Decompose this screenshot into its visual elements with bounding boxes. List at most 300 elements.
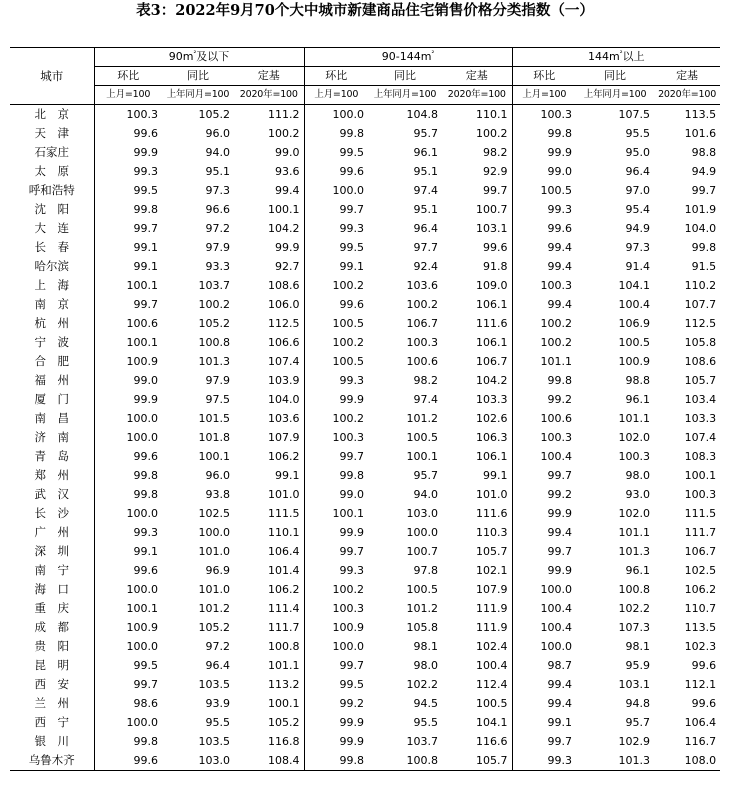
table-row [10, 599, 720, 618]
index-value-mid-fixed-base: 103.3 [442, 390, 512, 409]
index-value-mid-mom: 100.9 [332, 621, 365, 634]
index-value-gt144-yoy: 97.3 [625, 241, 651, 254]
table-row [10, 485, 720, 504]
index-value-gt144-fixed-base: 108.3 [684, 450, 717, 463]
city-name: 西 宁 [10, 713, 94, 732]
table-row [10, 352, 720, 371]
index-value-gt144-fixed-base: 105.8 [684, 336, 717, 349]
city-name: 福 州 [10, 371, 94, 390]
index-value-gt144-fixed-base: 100.1 [684, 469, 717, 482]
city-name: 重 庆 [10, 599, 94, 618]
table-row [10, 200, 720, 219]
table-row [10, 219, 720, 238]
table-row [10, 751, 720, 771]
index-value-le90-yoy: 96.0 [205, 127, 230, 140]
table-row [10, 314, 720, 333]
index-value-le90-mom: 99.8 [133, 203, 158, 216]
index-value-le90-mom: 100.9 [126, 621, 158, 634]
unit-header-mom: 上月=100 [512, 86, 576, 105]
index-value-mid-mom: 100.0 [332, 640, 365, 653]
index-value-gt144-mom: 99.8 [547, 127, 573, 140]
table-header [10, 48, 720, 105]
index-value-gt144-fixed-base: 103.3 [684, 412, 717, 425]
index-value-mid-mom: 99.9 [339, 716, 365, 729]
index-value-mid-mom: 100.2 [332, 412, 365, 425]
index-value-gt144-yoy: 100.3 [618, 450, 651, 463]
index-value-le90-yoy: 105.2 [198, 621, 230, 634]
index-value-gt144-mom: 100.5 [540, 184, 573, 197]
city-name: 贵 阳 [10, 637, 94, 656]
index-value-gt144-yoy: 102.2 [618, 602, 651, 615]
table-row [10, 542, 720, 561]
sub-header-fixed-base: 定基 [234, 67, 304, 86]
city-name: 沈 阳 [10, 200, 94, 219]
index-value-mid-yoy: 100.5 [406, 431, 439, 444]
index-value-gt144-fixed-base: 111.7 [684, 526, 717, 539]
index-value-mid-mom: 99.7 [339, 545, 365, 558]
index-value-gt144-yoy: 95.5 [625, 127, 651, 140]
index-value-mid-fixed-base: 111.9 [442, 599, 512, 618]
index-value-le90-yoy: 103.5 [198, 735, 230, 748]
index-value-gt144-fixed-base: 99.6 [691, 697, 717, 710]
index-value-le90-mom: 99.6 [133, 450, 158, 463]
index-value-le90-yoy: 96.6 [205, 203, 230, 216]
index-value-le90-mom: 99.9 [133, 146, 158, 159]
city-name: 成 都 [10, 618, 94, 637]
index-value-mid-yoy: 98.1 [413, 640, 439, 653]
index-value-gt144-fixed-base: 108.0 [654, 751, 720, 771]
index-value-gt144-yoy: 106.9 [618, 317, 651, 330]
city-name: 太 原 [10, 162, 94, 181]
index-value-le90-yoy: 93.8 [205, 488, 230, 501]
index-value-gt144-yoy: 100.9 [618, 355, 651, 368]
index-value-gt144-yoy: 102.9 [618, 735, 651, 748]
city-name: 青 岛 [10, 447, 94, 466]
index-value-le90-fixed-base: 106.2 [234, 580, 304, 599]
index-value-mid-fixed-base: 102.4 [442, 637, 512, 656]
index-value-mid-yoy: 97.4 [413, 184, 439, 197]
index-value-gt144-mom: 101.1 [540, 355, 573, 368]
index-value-gt144-fixed-base: 106.7 [684, 545, 717, 558]
city-name: 石家庄 [10, 143, 94, 162]
index-value-le90-mom: 99.8 [133, 488, 158, 501]
unit-header-yoy: 上年同月=100 [368, 86, 442, 105]
city-name: 厦 门 [10, 390, 94, 409]
index-value-mid-yoy: 103.0 [406, 507, 439, 520]
index-value-gt144-yoy: 100.8 [618, 583, 651, 596]
index-value-mid-fixed-base: 116.6 [442, 732, 512, 751]
index-value-le90-fixed-base: 99.0 [234, 143, 304, 162]
index-value-gt144-fixed-base: 102.5 [684, 564, 717, 577]
table-row [10, 466, 720, 485]
index-value-gt144-mom: 98.7 [547, 659, 573, 672]
index-value-le90-fixed-base: 103.6 [234, 409, 304, 428]
index-value-mid-fixed-base: 105.7 [442, 751, 512, 771]
index-value-le90-yoy: 93.9 [205, 697, 230, 710]
index-value-le90-yoy: 97.2 [205, 640, 230, 653]
index-value-gt144-yoy: 97.0 [625, 184, 651, 197]
index-value-le90-yoy: 95.1 [205, 165, 230, 178]
index-value-le90-yoy: 101.0 [198, 583, 230, 596]
index-value-mid-yoy: 97.7 [413, 241, 439, 254]
city-name: 大 连 [10, 219, 94, 238]
index-value-gt144-mom: 100.2 [540, 336, 573, 349]
index-value-gt144-fixed-base: 110.7 [684, 602, 717, 615]
index-value-gt144-yoy: 94.8 [625, 697, 651, 710]
index-value-le90-mom: 99.1 [133, 260, 158, 273]
sub-header-yoy: 同比 [368, 67, 442, 86]
unit-header-fixed-base: 2020年=100 [234, 86, 304, 105]
index-value-mid-fixed-base: 106.3 [442, 428, 512, 447]
index-value-le90-fixed-base: 106.6 [234, 333, 304, 352]
index-value-le90-mom: 100.9 [126, 355, 158, 368]
index-value-le90-fixed-base: 100.8 [234, 637, 304, 656]
index-value-mid-fixed-base: 110.1 [442, 105, 512, 125]
index-value-mid-yoy: 100.6 [406, 355, 439, 368]
index-value-mid-mom: 99.1 [339, 260, 365, 273]
index-value-le90-fixed-base: 101.1 [234, 656, 304, 675]
index-value-mid-mom: 100.3 [332, 431, 365, 444]
index-value-le90-fixed-base: 113.2 [234, 675, 304, 694]
city-name: 银 川 [10, 732, 94, 751]
index-value-gt144-fixed-base: 112.1 [684, 678, 717, 691]
index-value-mid-fixed-base: 112.4 [442, 675, 512, 694]
unit-header-fixed-base: 2020年=100 [654, 86, 720, 105]
index-value-gt144-yoy: 94.9 [625, 222, 651, 235]
index-value-gt144-mom: 99.0 [547, 165, 573, 178]
index-value-gt144-fixed-base: 102.3 [684, 640, 717, 653]
city-name: 北 京 [10, 105, 94, 125]
index-value-mid-fixed-base: 109.0 [442, 276, 512, 295]
table-row [10, 447, 720, 466]
index-value-gt144-yoy: 95.9 [625, 659, 651, 672]
index-value-gt144-yoy: 101.1 [618, 412, 651, 425]
index-value-gt144-fixed-base: 94.9 [691, 165, 717, 178]
index-value-gt144-mom: 99.8 [547, 374, 573, 387]
index-value-le90-mom: 100.0 [126, 507, 158, 520]
index-value-mid-yoy: 104.8 [406, 108, 439, 121]
index-value-le90-yoy: 97.9 [205, 374, 230, 387]
index-value-le90-fixed-base: 106.0 [234, 295, 304, 314]
index-value-le90-yoy: 97.2 [205, 222, 230, 235]
index-value-le90-mom: 100.1 [126, 279, 158, 292]
index-value-gt144-mom: 100.4 [540, 621, 573, 634]
table-title: 表3：2022年9月70个大中城市新建商品住宅销售价格分类指数（一） [136, 2, 594, 19]
index-value-gt144-mom: 99.7 [547, 545, 573, 558]
table-row [10, 732, 720, 751]
index-value-le90-fixed-base: 111.4 [234, 599, 304, 618]
index-value-gt144-mom: 99.3 [512, 751, 576, 771]
index-value-le90-yoy: 97.5 [205, 393, 230, 406]
index-value-mid-mom: 100.0 [332, 108, 365, 121]
index-value-mid-fixed-base: 107.9 [442, 580, 512, 599]
city-name: 呼和浩特 [10, 181, 94, 200]
index-value-gt144-fixed-base: 91.5 [691, 260, 717, 273]
index-value-mid-fixed-base: 102.1 [442, 561, 512, 580]
index-value-le90-fixed-base: 101.0 [234, 485, 304, 504]
index-value-gt144-mom: 100.0 [540, 583, 573, 596]
index-value-mid-fixed-base: 103.1 [442, 219, 512, 238]
table-row [10, 390, 720, 409]
index-value-mid-fixed-base: 91.8 [442, 257, 512, 276]
index-value-gt144-mom: 99.4 [547, 241, 573, 254]
city-name: 上 海 [10, 276, 94, 295]
index-value-mid-yoy: 97.8 [413, 564, 439, 577]
index-value-le90-fixed-base: 92.7 [234, 257, 304, 276]
index-value-le90-yoy: 101.8 [198, 431, 230, 444]
index-value-mid-mom: 99.7 [339, 659, 365, 672]
index-value-le90-fixed-base: 116.8 [234, 732, 304, 751]
sub-header-fixed-base: 定基 [654, 67, 720, 86]
index-value-le90-fixed-base: 107.9 [234, 428, 304, 447]
unit-header-mom: 上月=100 [94, 86, 162, 105]
index-value-le90-fixed-base: 111.7 [234, 618, 304, 637]
index-value-gt144-yoy: 98.1 [625, 640, 651, 653]
index-value-mid-mom: 99.5 [339, 678, 365, 691]
index-value-le90-yoy: 94.0 [205, 146, 230, 159]
index-value-le90-mom: 99.0 [133, 374, 158, 387]
table-row [10, 713, 720, 732]
table-row [10, 409, 720, 428]
index-value-gt144-fixed-base: 99.6 [691, 659, 717, 672]
index-value-mid-fixed-base: 111.6 [442, 504, 512, 523]
index-value-gt144-yoy: 101.3 [576, 751, 654, 771]
table-row [10, 561, 720, 580]
index-value-gt144-yoy: 96.1 [625, 393, 651, 406]
index-value-gt144-mom: 99.4 [547, 260, 573, 273]
table-row [10, 143, 720, 162]
table-row [10, 675, 720, 694]
index-value-mid-mom: 99.0 [339, 488, 365, 501]
index-value-le90-mom: 100.0 [126, 412, 158, 425]
index-value-mid-fixed-base: 106.7 [442, 352, 512, 371]
table-row [10, 238, 720, 257]
index-value-gt144-mom: 99.3 [547, 203, 573, 216]
index-value-gt144-fixed-base: 106.2 [684, 583, 717, 596]
index-value-gt144-fixed-base: 107.7 [684, 298, 717, 311]
index-value-gt144-yoy: 98.8 [625, 374, 651, 387]
table-row [10, 276, 720, 295]
index-value-le90-mom: 99.1 [133, 545, 158, 558]
index-value-gt144-yoy: 95.7 [625, 716, 651, 729]
index-value-gt144-fixed-base: 106.4 [684, 716, 717, 729]
index-value-mid-yoy: 97.4 [413, 393, 439, 406]
index-value-mid-yoy: 95.1 [413, 165, 439, 178]
index-value-mid-mom: 99.7 [339, 203, 365, 216]
table-row [10, 504, 720, 523]
sub-header-yoy: 同比 [576, 67, 654, 86]
sub-header-fixed-base: 定基 [442, 67, 512, 86]
index-value-gt144-fixed-base: 101.9 [684, 203, 717, 216]
index-value-gt144-fixed-base: 98.8 [691, 146, 717, 159]
group-header-medium: $90-144m^{^2}$ [304, 48, 512, 67]
index-value-mid-fixed-base: 100.7 [442, 200, 512, 219]
index-value-le90-mom: 99.7 [133, 222, 158, 235]
index-value-le90-yoy: 101.3 [198, 355, 230, 368]
table-row [10, 580, 720, 599]
table-row [10, 637, 720, 656]
index-value-le90-fixed-base: 106.2 [234, 447, 304, 466]
index-value-le90-mom: 100.1 [126, 336, 158, 349]
index-value-le90-mom: 100.0 [126, 640, 158, 653]
index-value-gt144-mom: 99.7 [547, 469, 573, 482]
index-value-le90-fixed-base: 101.4 [234, 561, 304, 580]
index-value-gt144-fixed-base: 107.4 [684, 431, 717, 444]
index-value-mid-fixed-base: 100.2 [442, 124, 512, 143]
index-value-le90-yoy: 100.0 [198, 526, 230, 539]
index-value-mid-yoy: 103.6 [406, 279, 439, 292]
index-value-gt144-mom: 99.4 [547, 298, 573, 311]
city-name: 天 津 [10, 124, 94, 143]
index-value-le90-yoy: 96.4 [205, 659, 230, 672]
index-value-mid-mom: 100.2 [332, 279, 365, 292]
index-value-le90-yoy: 93.3 [205, 260, 230, 273]
city-name: 合 肥 [10, 352, 94, 371]
index-value-gt144-mom: 99.4 [547, 697, 573, 710]
sub-header-yoy: 同比 [162, 67, 234, 86]
index-value-le90-fixed-base: 108.6 [234, 276, 304, 295]
index-value-le90-fixed-base: 99.1 [234, 466, 304, 485]
index-value-mid-fixed-base: 99.1 [442, 466, 512, 485]
table-row [10, 105, 720, 125]
index-value-le90-mom: 100.0 [126, 583, 158, 596]
index-value-le90-mom: 99.1 [133, 241, 158, 254]
table-body [10, 105, 720, 771]
index-value-gt144-yoy: 107.3 [618, 621, 651, 634]
index-value-mid-yoy: 101.2 [406, 602, 439, 615]
index-value-gt144-yoy: 100.4 [618, 298, 651, 311]
index-value-le90-yoy: 101.2 [198, 602, 230, 615]
index-value-mid-mom: 99.3 [339, 222, 365, 235]
unit-header-yoy: 上年同月=100 [576, 86, 654, 105]
index-value-gt144-fixed-base: 108.6 [684, 355, 717, 368]
price-index-table [10, 47, 720, 771]
index-value-mid-mom: 99.6 [339, 298, 365, 311]
index-value-le90-yoy: 97.9 [205, 241, 230, 254]
index-value-mid-yoy: 106.7 [406, 317, 439, 330]
index-value-le90-mom: 99.7 [133, 678, 158, 691]
index-value-le90-mom: 99.7 [133, 298, 158, 311]
index-value-mid-yoy: 98.2 [413, 374, 439, 387]
index-value-le90-mom: 100.0 [126, 716, 158, 729]
index-value-le90-fixed-base: 100.1 [234, 694, 304, 713]
index-value-gt144-mom: 99.2 [547, 488, 573, 501]
group-header-small: $90m^{^2}$及以下 [94, 48, 304, 67]
index-value-le90-yoy: 97.3 [205, 184, 230, 197]
index-value-le90-yoy: 103.0 [162, 751, 234, 771]
index-value-le90-fixed-base: 112.5 [234, 314, 304, 333]
index-value-le90-fixed-base: 111.5 [234, 504, 304, 523]
index-value-mid-yoy: 100.5 [406, 583, 439, 596]
index-value-mid-fixed-base: 106.1 [442, 295, 512, 314]
index-value-le90-yoy: 100.1 [198, 450, 230, 463]
index-value-gt144-fixed-base: 112.5 [684, 317, 717, 330]
table-row [10, 656, 720, 675]
index-value-mid-fixed-base: 106.1 [442, 333, 512, 352]
city-name: 哈尔滨 [10, 257, 94, 276]
index-value-gt144-fixed-base: 111.5 [684, 507, 717, 520]
index-value-le90-yoy: 101.0 [198, 545, 230, 558]
index-value-mid-mom: 99.8 [304, 751, 368, 771]
index-value-gt144-yoy: 101.3 [618, 545, 651, 558]
index-value-mid-yoy: 98.0 [413, 659, 439, 672]
index-value-le90-fixed-base: 99.4 [234, 181, 304, 200]
table-row [10, 428, 720, 447]
index-value-mid-mom: 99.9 [339, 393, 365, 406]
index-value-mid-mom: 99.9 [339, 526, 365, 539]
index-value-mid-fixed-base: 104.2 [442, 371, 512, 390]
index-value-le90-mom: 100.1 [126, 602, 158, 615]
index-value-mid-fixed-base: 99.7 [442, 181, 512, 200]
table-row [10, 257, 720, 276]
index-value-gt144-fixed-base: 103.4 [684, 393, 717, 406]
index-value-mid-mom: 99.6 [339, 165, 365, 178]
city-name: 昆 明 [10, 656, 94, 675]
index-value-le90-fixed-base: 99.9 [234, 238, 304, 257]
index-value-gt144-fixed-base: 113.5 [684, 108, 717, 121]
sub-header-mom: 环比 [512, 67, 576, 86]
index-value-le90-yoy: 95.5 [205, 716, 230, 729]
index-value-le90-yoy: 103.5 [198, 678, 230, 691]
city-name: 郑 州 [10, 466, 94, 485]
index-value-gt144-mom: 100.0 [540, 640, 573, 653]
index-value-le90-fixed-base: 104.0 [234, 390, 304, 409]
index-value-mid-yoy: 95.1 [413, 203, 439, 216]
index-value-mid-mom: 100.2 [332, 336, 365, 349]
index-value-le90-mom: 99.8 [133, 469, 158, 482]
index-value-mid-yoy: 96.1 [413, 146, 439, 159]
sub-header-mom: 环比 [94, 67, 162, 86]
index-value-mid-mom: 99.7 [339, 450, 365, 463]
index-value-le90-fixed-base: 111.2 [234, 105, 304, 125]
index-value-gt144-yoy: 91.4 [625, 260, 651, 273]
index-value-le90-mom: 100.3 [126, 108, 158, 121]
group-header-large: $144m^{^2}$以上 [512, 48, 720, 67]
city-name: 济 南 [10, 428, 94, 447]
index-value-le90-yoy: 105.2 [198, 317, 230, 330]
index-value-gt144-fixed-base: 105.7 [684, 374, 717, 387]
index-value-gt144-fixed-base: 99.8 [691, 241, 717, 254]
index-value-le90-mom: 99.6 [133, 127, 158, 140]
index-value-mid-yoy: 94.0 [413, 488, 439, 501]
index-value-mid-yoy: 95.5 [413, 716, 439, 729]
index-value-gt144-yoy: 101.1 [618, 526, 651, 539]
city-name: 宁 波 [10, 333, 94, 352]
city-name: 广 州 [10, 523, 94, 542]
index-value-mid-yoy: 100.3 [406, 336, 439, 349]
table-row [10, 523, 720, 542]
index-value-le90-fixed-base: 105.2 [234, 713, 304, 732]
index-value-gt144-mom: 99.9 [547, 507, 573, 520]
city-name: 武 汉 [10, 485, 94, 504]
index-value-gt144-yoy: 107.5 [618, 108, 651, 121]
city-name: 兰 州 [10, 694, 94, 713]
index-value-le90-mom: 99.5 [133, 184, 158, 197]
index-value-le90-fixed-base: 100.2 [234, 124, 304, 143]
index-value-gt144-fixed-base: 100.3 [684, 488, 717, 501]
index-value-mid-mom: 100.0 [332, 184, 365, 197]
index-value-gt144-mom: 99.4 [547, 526, 573, 539]
index-value-le90-yoy: 100.8 [198, 336, 230, 349]
index-value-gt144-yoy: 102.0 [618, 431, 651, 444]
index-value-le90-fixed-base: 106.4 [234, 542, 304, 561]
index-value-mid-fixed-base: 111.9 [442, 618, 512, 637]
index-value-le90-mom: 99.5 [133, 659, 158, 672]
index-value-le90-fixed-base: 110.1 [234, 523, 304, 542]
table-row [10, 124, 720, 143]
index-value-le90-mom: 99.6 [94, 751, 162, 771]
index-value-mid-fixed-base: 101.0 [442, 485, 512, 504]
